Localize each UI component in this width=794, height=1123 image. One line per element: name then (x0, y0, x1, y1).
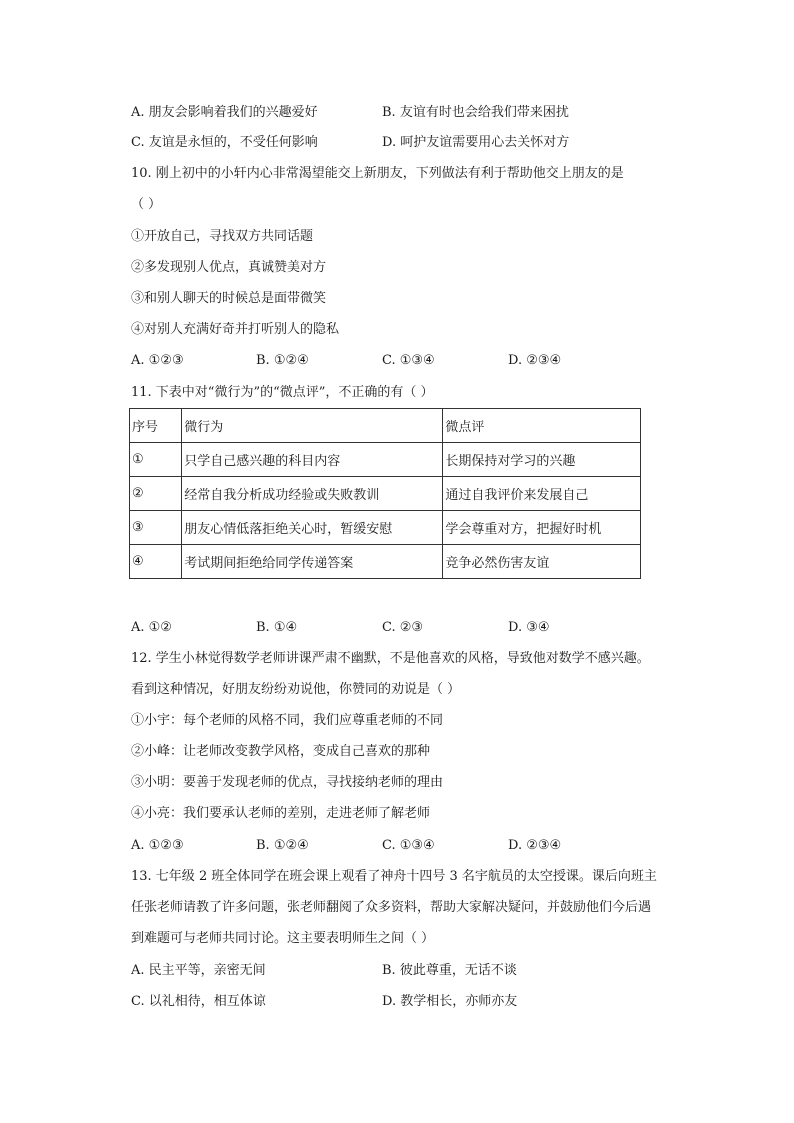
q9-option-a: A. 朋友会影响着我们的兴趣爱好 (131, 105, 318, 120)
q10-item-3: ③和别人聊天的时候总是面带微笑 (131, 291, 327, 306)
q12-item-3: ③小明：要善于发现老师的优点，寻找接纳老师的理由 (131, 775, 444, 790)
table-cell: ① (130, 443, 182, 477)
q12-option-b: B. ①②④ (256, 838, 309, 853)
q13-option-c: C. 以礼相待，相互体谅 (131, 994, 266, 1009)
table-cell: 考试期间拒绝给同学传递答案 (182, 545, 443, 579)
table-cell: 竞争必然伤害友谊 (443, 545, 641, 579)
q12-item-2: ②小峰：让老师改变教学风格，变成自己喜欢的那种 (131, 744, 431, 759)
table-cell: ② (130, 477, 182, 511)
q11-option-b: B. ①④ (256, 620, 298, 635)
table-row (130, 443, 641, 477)
q10-option-c: C. ①③④ (382, 353, 435, 368)
q13-option-a: A. 民主平等，亲密无间 (131, 963, 266, 978)
table-header-cell: 序号 (130, 409, 182, 443)
q10-stem-line2: （ ） (131, 197, 162, 212)
table-header-row (130, 409, 641, 443)
table-cell: ③ (130, 511, 182, 545)
table-cell: 学会尊重对方，把握好时机 (443, 511, 641, 545)
q12-item-4: ④小亮：我们要承认老师的差别，走进老师了解老师 (131, 806, 431, 821)
table-cell: 经常自我分析成功经验或失败教训 (182, 477, 443, 511)
table-cell: 朋友心情低落拒绝关心时，暂缓安慰 (182, 511, 443, 545)
q12-option-a: A. ①②③ (131, 838, 184, 853)
q13-stem-line2: 任张老师请教了许多问题，张老师翻阅了众多资料，帮助大家解决疑问，并鼓励他们今后遇 (131, 900, 652, 915)
table-cell: 只学自己感兴趣的科目内容 (182, 443, 443, 477)
q9-option-b: B. 友谊有时也会给我们带来困扰 (382, 105, 569, 120)
q11-stem: 11. 下表中对“微行为”的“微点评”，不正确的有（ ） (131, 385, 434, 400)
q9-option-c: C. 友谊是永恒的，不受任何影响 (131, 135, 318, 150)
table-row (130, 511, 641, 545)
q11-option-a: A. ①② (131, 620, 172, 635)
q9-option-d: D. 呵护友谊需要用心去关怀对方 (382, 135, 570, 150)
q13-option-d: D. 教学相长，亦师亦友 (382, 994, 518, 1009)
table-header-cell: 微点评 (443, 409, 641, 443)
q11-table (129, 408, 641, 579)
q13-stem-line1: 13. 七年级 2 班全体同学在班会课上观看了神舟十四号 3 名宇航员的太空授课。课后向班主 (131, 869, 657, 884)
q11-option-d: D. ③④ (508, 620, 550, 635)
table-cell: ④ (130, 545, 182, 579)
q11-option-c: C. ②③ (382, 620, 424, 635)
q12-option-c: C. ①③④ (382, 838, 435, 853)
q12-stem-line1: 12. 学生小林觉得数学老师讲课严肃不幽默，不是他喜欢的风格，导致他对数学不感兴趣。 (131, 651, 650, 666)
q12-stem-line2: 看到这种情况，好朋友纷纷劝说他，你赞同的劝说是（ ） (131, 682, 461, 697)
q12-option-d: D. ②③④ (508, 838, 562, 853)
table-header-cell: 微行为 (182, 409, 443, 443)
table-row (130, 545, 641, 579)
q12-item-1: ①小宇：每个老师的风格不同，我们应尊重老师的不同 (131, 713, 444, 728)
q10-stem-line1: 10. 刚上初中的小轩内心非常渴望能交上新朋友，下列做法有利于帮助他交上朋友的是 (131, 166, 624, 181)
q10-item-2: ②多发现别人优点，真诚赞美对方 (131, 260, 327, 275)
q10-option-d: D. ②③④ (508, 353, 562, 368)
q13-option-b: B. 彼此尊重，无话不谈 (382, 963, 517, 978)
q10-item-4: ④对别人充满好奇并打听别人的隐私 (131, 322, 340, 337)
q13-stem-line3: 到难题可与老师共同讨论。这主要表明师生之间（ ） (131, 931, 435, 946)
table-cell: 长期保持对学习的兴趣 (443, 443, 641, 477)
q10-option-b: B. ①②④ (256, 353, 309, 368)
q10-item-1: ①开放自己，寻找双方共同话题 (131, 229, 314, 244)
table-row (130, 477, 641, 511)
q10-option-a: A. ①②③ (131, 353, 184, 368)
table-cell: 通过自我评价来发展自己 (443, 477, 641, 511)
